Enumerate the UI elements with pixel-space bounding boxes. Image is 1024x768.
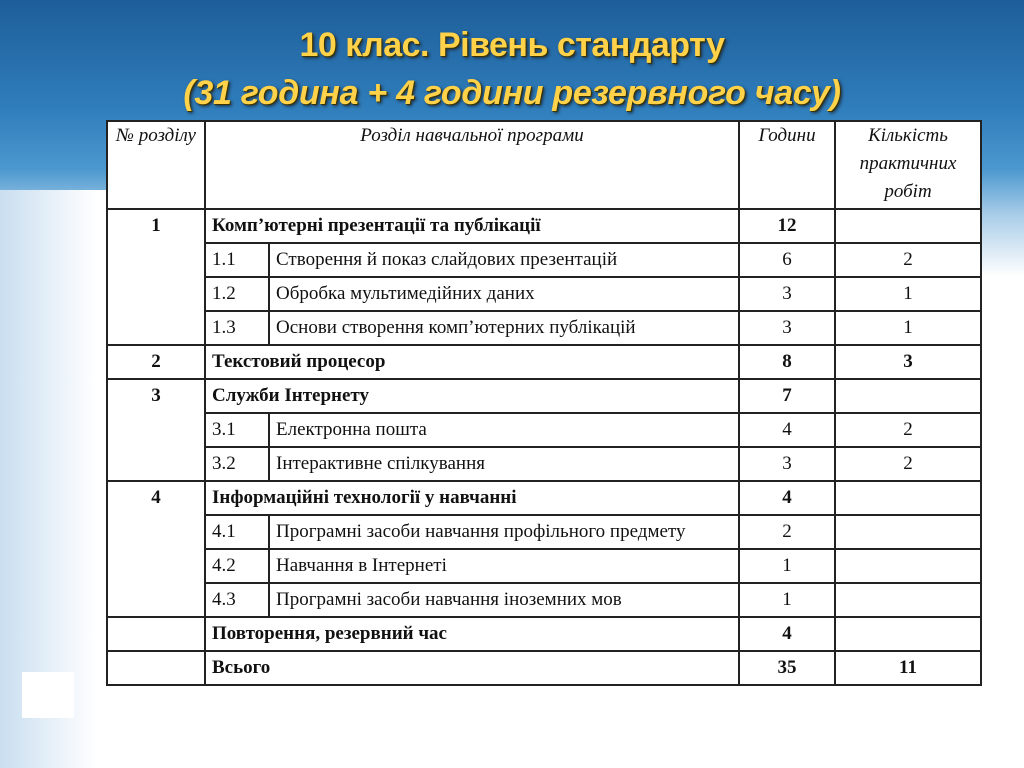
curriculum-table [106,120,982,686]
table-row-total [107,651,981,685]
table-row [107,617,981,651]
practical-cell: 3 [835,345,981,379]
slide-title: 10 клас. Рівень стандарту [299,26,725,64]
table-header-row [107,121,981,209]
hours-cell: 3 [739,311,835,345]
subsection-number: 3.2 [205,447,269,481]
subsection-name: Створення й показ слайдових презентацій [269,243,739,277]
subsection-name: Програмні засоби навчання іноземних мов [269,583,739,617]
practical-cell [835,379,981,413]
subsection-name: Програмні засоби навчання профільного предмету [269,515,739,549]
section-name: Текстовий процесор [205,345,739,379]
subsection-number: 3.1 [205,413,269,447]
hours-cell: 2 [739,515,835,549]
white-box [22,672,74,718]
table-row [107,345,981,379]
practical-cell [835,617,981,651]
section-number: 2 [107,345,205,379]
subsection-number: 4.1 [205,515,269,549]
hours-cell: 12 [739,209,835,243]
hours-cell: 7 [739,379,835,413]
table-row [107,413,981,447]
section-name: Служби Інтернету [205,379,739,413]
table-row [107,277,981,311]
practical-cell: 2 [835,243,981,277]
reserve-label: Повторення, резервний час [205,617,739,651]
subsection-name: Електронна пошта [269,413,739,447]
table-row [107,515,981,549]
practical-cell: 2 [835,413,981,447]
section-name: Комп’ютерні презентації та публікації [205,209,739,243]
hours-cell: 1 [739,583,835,617]
hours-cell: 3 [739,447,835,481]
practical-cell [835,209,981,243]
hours-cell: 4 [739,481,835,515]
hours-cell: 4 [739,413,835,447]
header-hours: Години [739,121,835,209]
table-row [107,311,981,345]
table-row [107,209,981,243]
subsection-name: Інтерактивне спілкування [269,447,739,481]
table-row [107,243,981,277]
subsection-number: 1.2 [205,277,269,311]
section-name: Інформаційні технології у навчанні [205,481,739,515]
subsection-number: 1.1 [205,243,269,277]
section-number: 1 [107,209,205,345]
header-practical: Кількість практичних робіт [835,121,981,209]
section-number: 4 [107,481,205,617]
practical-cell [835,515,981,549]
subsection-name: Обробка мультимедійних даних [269,277,739,311]
total-label: Всього [205,651,739,685]
subsection-number: 1.3 [205,311,269,345]
subsection-name: Навчання в Інтернеті [269,549,739,583]
table-row [107,447,981,481]
practical-cell [835,549,981,583]
hours-cell: 3 [739,277,835,311]
total-hours: 35 [739,651,835,685]
practical-cell [835,481,981,515]
hours-cell: 8 [739,345,835,379]
header-section-name: Розділ навчальної програми [205,121,739,209]
total-practical: 11 [835,651,981,685]
practical-cell [835,583,981,617]
practical-cell: 2 [835,447,981,481]
table-row [107,379,981,413]
header-section-no: № розділу [107,121,205,209]
table-row [107,549,981,583]
table-row [107,583,981,617]
practical-cell: 1 [835,311,981,345]
empty-cell [107,651,205,685]
section-number: 3 [107,379,205,481]
subsection-number: 4.2 [205,549,269,583]
practical-cell: 1 [835,277,981,311]
slide-subtitle: (31 година + 4 години резервного часу) [183,74,841,112]
hours-cell: 6 [739,243,835,277]
empty-cell [107,617,205,651]
subsection-number: 4.3 [205,583,269,617]
subsection-name: Основи створення комп’ютерних публікацій [269,311,739,345]
hours-cell: 4 [739,617,835,651]
hours-cell: 1 [739,549,835,583]
table-row [107,481,981,515]
